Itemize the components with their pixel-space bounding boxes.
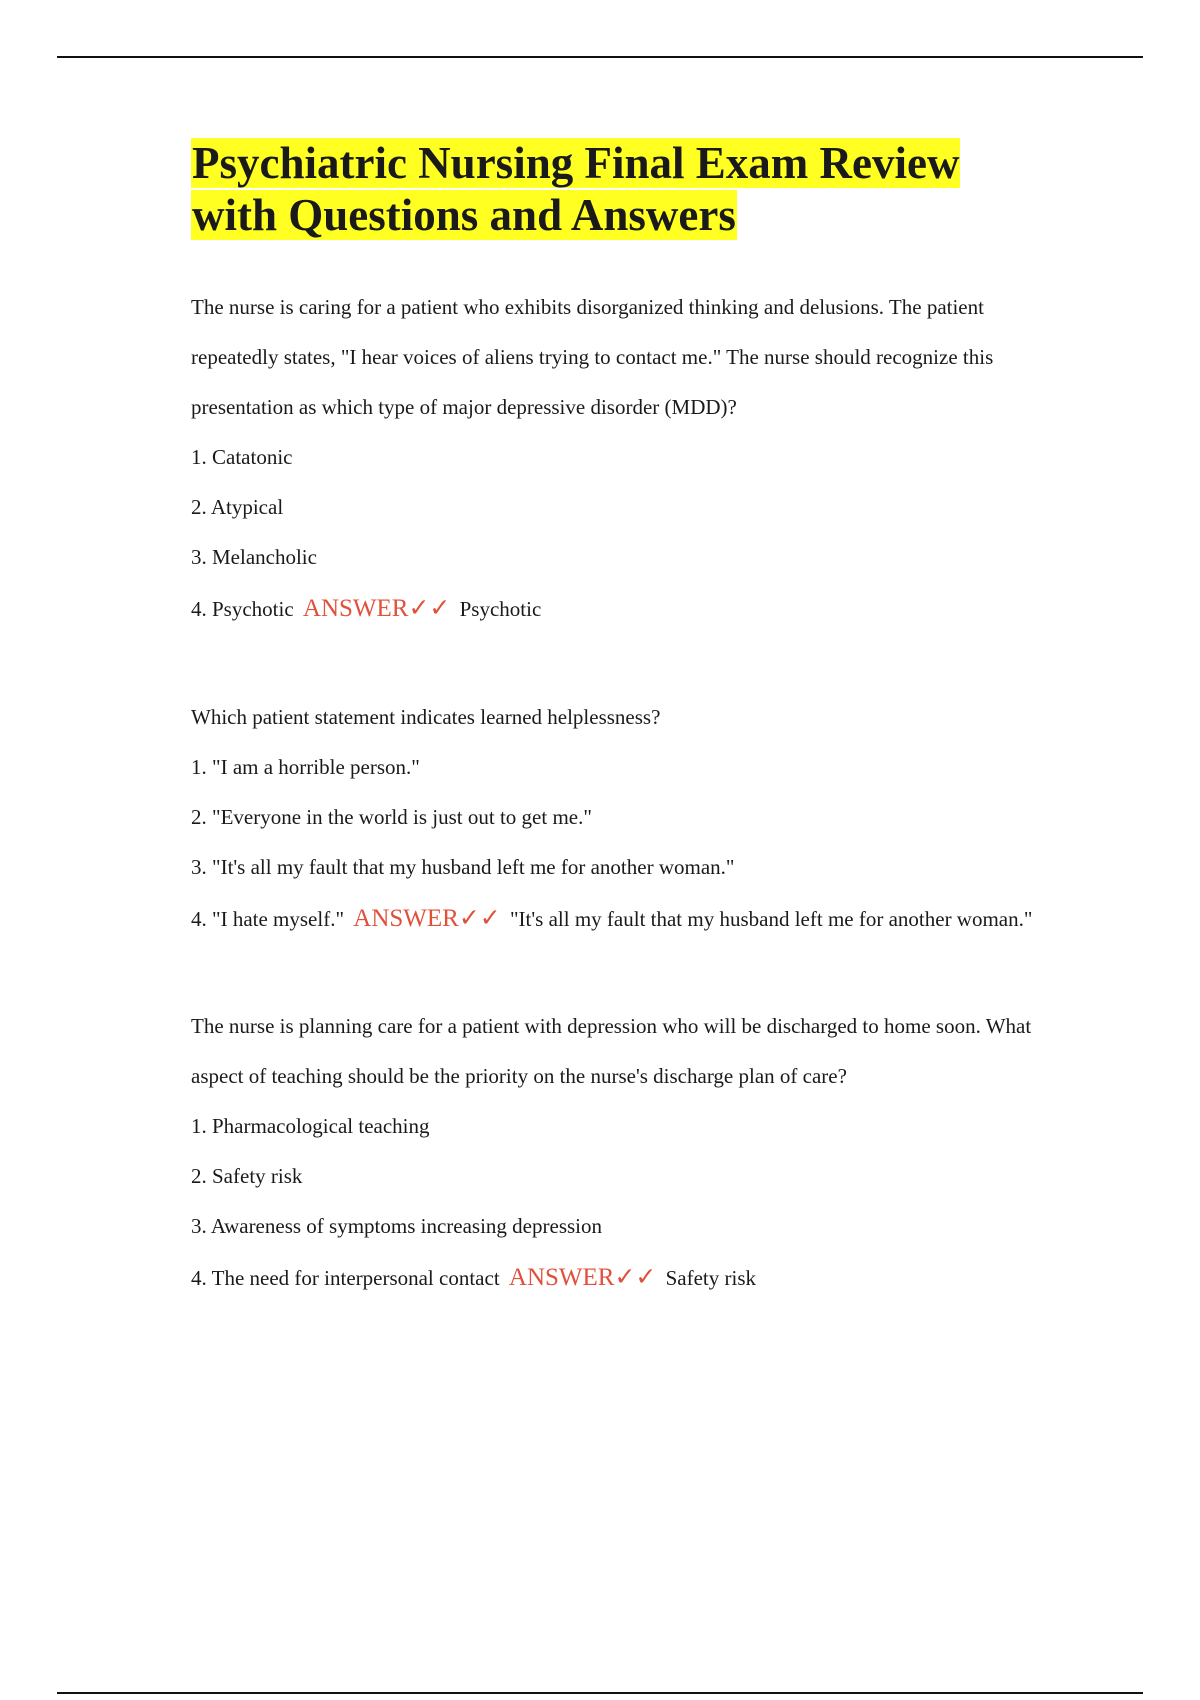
option-4: 4. Psychotic: [191, 597, 294, 621]
top-rule: [57, 56, 1143, 58]
answer-text: Psychotic: [459, 597, 542, 621]
option-4-with-answer: [191, 1255, 1051, 1301]
answer-tag: ANSWER✓✓: [353, 905, 501, 932]
option-2: 2. Atypical: [191, 495, 284, 519]
option-4: 4. The need for interpersonal contact: [191, 1266, 500, 1290]
option-2: 2. "Everyone in the world is just out to get me.": [191, 805, 592, 829]
option-3: 3. Melancholic: [191, 545, 317, 569]
option-4-with-answer: [191, 586, 1051, 632]
question-3: [191, 1001, 1051, 1301]
option-1: 1. "I am a horrible person.": [191, 755, 420, 779]
title-line-1: Psychiatric Nursing Final Exam Review: [192, 138, 960, 188]
document-body: [191, 137, 1051, 1301]
question-2: [191, 692, 1051, 942]
answer-tag: ANSWER✓✓: [508, 1264, 657, 1291]
answer-text: "It's all my fault that my husband left me for another woman.": [509, 907, 1033, 931]
bottom-rule: [57, 1692, 1143, 1694]
document-title: [191, 137, 1051, 241]
option-3: 3. "It's all my fault that my husband left me for another woman.": [191, 855, 735, 879]
option-1: 1. Pharmacological teaching: [191, 1114, 430, 1138]
answer-text: Safety risk: [665, 1266, 757, 1290]
option-4-with-answer: [191, 896, 1051, 942]
answer-tag: ANSWER✓✓: [302, 595, 451, 622]
question-stem: Which patient statement indicates learned helplessness?: [191, 705, 661, 729]
question-stem: The nurse is planning care for a patient with depression who will be discharged to home soon. What aspect of teaching should be the priority on the nurse's discharge plan of care?: [191, 1014, 1032, 1088]
question-stem: The nurse is caring for a patient who exhibits disorganized thinking and delusions. The patient repeatedly states, "I hear voices of aliens trying to contact me." The nurse should recognize this presentation as which type of major depressive disorder (MDD)?: [191, 295, 994, 419]
title-line-2: with Questions and Answers: [192, 190, 736, 240]
option-4: 4. "I hate myself.": [191, 907, 345, 931]
question-1: [191, 282, 1051, 632]
option-3: 3. Awareness of symptoms increasing depression: [191, 1214, 602, 1238]
option-2: 2. Safety risk: [191, 1164, 303, 1188]
option-1: 1. Catatonic: [191, 445, 293, 469]
